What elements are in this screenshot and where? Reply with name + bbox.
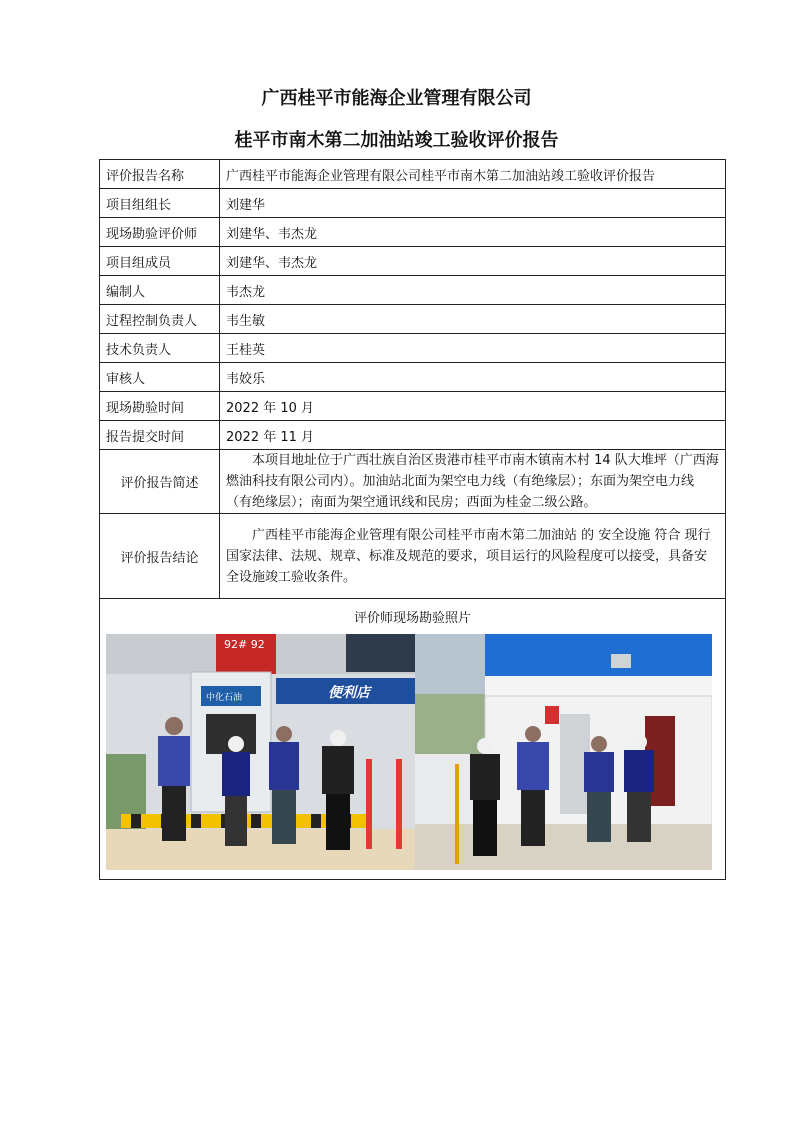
report-info-table: [99, 159, 726, 880]
technical-lead-value: 王桂英: [220, 334, 726, 363]
inspector-value: 刘建华、韦杰龙: [220, 218, 726, 247]
table-row: [100, 599, 726, 880]
table-row: [100, 160, 726, 189]
summary-label: 评价报告简述: [100, 450, 220, 514]
company-title: 广西桂平市能海企业管理有限公司: [261, 88, 532, 109]
row-label: 项目组成员: [100, 247, 220, 276]
price-display-text: 92# 92: [224, 638, 265, 651]
table-row: [100, 334, 726, 363]
conclusion-text: 广西桂平市能海企业管理有限公司桂平市南木第二加油站 的 安全设施 符合 现行 国家法律、法规、规章、标准及规范的要求，项目运行的风险程度可以接受，具备安全设施竣工验收条件。: [226, 527, 711, 585]
team-leader-value: 刘建华: [220, 189, 726, 218]
table-row: [100, 189, 726, 218]
person-figure: [269, 726, 299, 844]
team-members-value: 刘建华、韦杰龙: [220, 247, 726, 276]
row-label: 报告提交时间: [100, 421, 220, 450]
person-figure: [470, 738, 500, 856]
photos-row: [106, 634, 719, 870]
table-row: [100, 218, 726, 247]
table-row: [100, 247, 726, 276]
photos-caption: 评价师现场勘验照片: [353, 611, 471, 626]
process-control-value: 韦生敏: [220, 305, 726, 334]
report-name-value: 广西桂平市能海企业管理有限公司桂平市南木第二加油站竣工验收评价报告: [220, 160, 726, 189]
table-row: [100, 363, 726, 392]
summary-text: 本项目地址位于广西壮族自治区贵港市桂平市南木镇南木村 14 队大堆坪（广西海燃油科技有限公司内）。加油站北面为架空电力线（有绝缘层）；东面为架空电力线（有绝缘层）；南面为架空通讯线和民房；西面为桂金二级公路。: [226, 453, 719, 510]
person-figure: [322, 730, 354, 850]
pump-label-text: 中化石油: [206, 693, 243, 703]
site-photo-left: [106, 634, 415, 870]
row-label: 审核人: [100, 363, 220, 392]
table-row: [100, 450, 726, 514]
row-label: 过程控制负责人: [100, 305, 220, 334]
table-row: [100, 305, 726, 334]
site-photo-right: [415, 634, 712, 870]
table-row: [100, 276, 726, 305]
inspection-time-value: 2022 年 10 月: [220, 392, 726, 421]
person-figure: [624, 734, 654, 842]
reviewer-value: 韦姣乐: [220, 363, 726, 392]
row-label: 现场勘验评价师: [100, 218, 220, 247]
row-label: 项目组组长: [100, 189, 220, 218]
store-sign-text: 便利店: [328, 685, 370, 701]
report-title: 桂平市南木第二加油站竣工验收评价报告: [234, 130, 559, 151]
table-row: [100, 392, 726, 421]
photos-cell: [100, 599, 726, 880]
table-row: [100, 514, 726, 599]
table-row: [100, 421, 726, 450]
compiler-value: 韦杰龙: [220, 276, 726, 305]
row-label: 编制人: [100, 276, 220, 305]
person-figure: [517, 726, 549, 846]
row-label: 评价报告名称: [100, 160, 220, 189]
row-label: 现场勘验时间: [100, 392, 220, 421]
submit-time-value: 2022 年 11 月: [220, 421, 726, 450]
row-label: 技术负责人: [100, 334, 220, 363]
conclusion-label: 评价报告结论: [100, 514, 220, 599]
person-figure: [222, 736, 250, 846]
